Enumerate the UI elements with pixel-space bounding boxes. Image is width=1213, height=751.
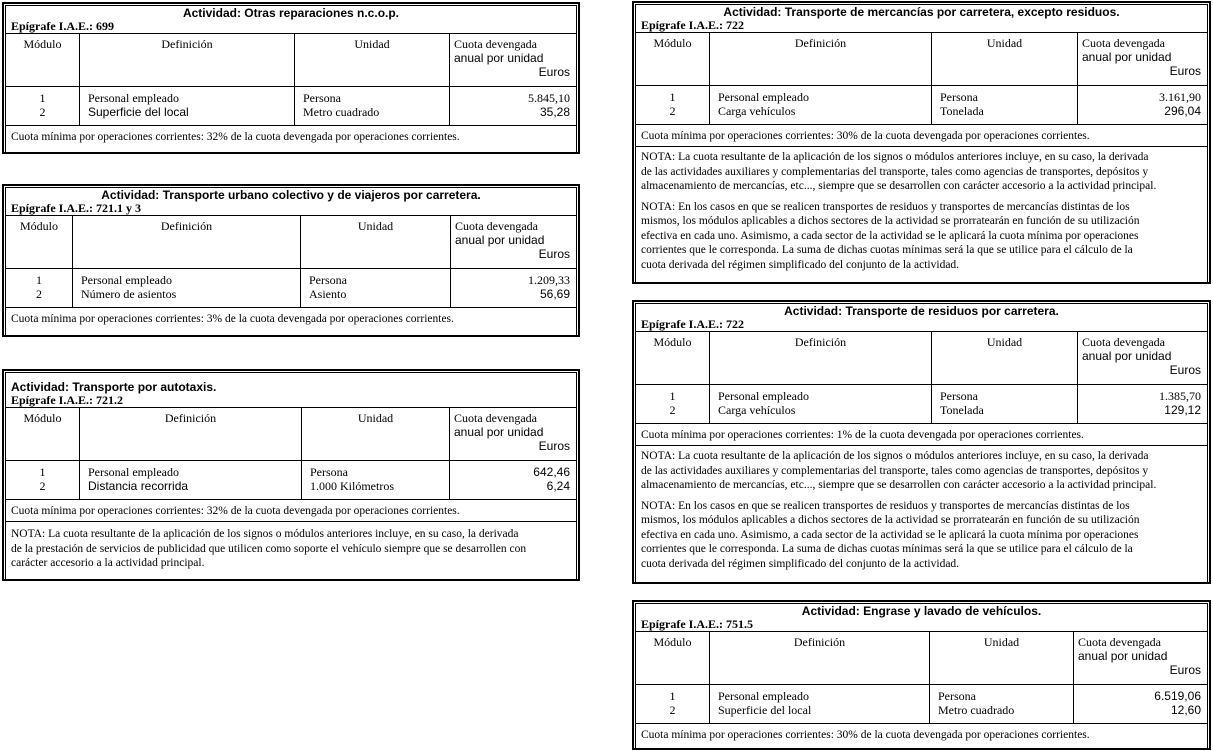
row-unit: 1.000 Kilómetros <box>310 479 394 493</box>
row-unit: Persona <box>309 273 347 287</box>
header-cuota: Cuota devengada anual por unidad Euros <box>454 411 570 453</box>
nota-line: mismos, los módulos aplicables a dichos sectores de la actividad se prorratearán en función de su utilización <box>641 514 1140 526</box>
row-value: 129,12 <box>1164 403 1201 417</box>
epigrafe-label: Epígrafe I.A.E.: 722 <box>641 317 744 331</box>
nota-line: almacenamiento de mercancías, etc..., siempre que se desarrollen con carácter accesorio a la actividad principal. <box>641 479 1157 491</box>
row-definition: Personal empleado <box>88 91 179 105</box>
nota-line: corrientes que le corresponda. La suma de dichas cuotas mínimas será la que se utilice para el cálculo de la <box>641 543 1133 555</box>
row-number: 1 <box>39 465 46 479</box>
nota-line: cuota derivada del régimen simplificado del conjunto de la actividad. <box>641 258 960 271</box>
epigrafe-label: Epígrafe I.A.E.: 722 <box>641 18 744 32</box>
table-otras-reparaciones <box>2 2 580 154</box>
activity-title: Actividad: Transporte de mercancías por carretera, excepto residuos. <box>723 5 1120 19</box>
nota <box>636 445 1207 574</box>
nota-line: NOTA: La cuota resultante de la aplicación de los signos o módulos anteriores incluye, en su caso, la derivada <box>641 450 1149 462</box>
nota-line: NOTA: La cuota resultante de la aplicación de los signos o módulos anteriores incluye, en su caso, la derivada <box>641 151 1149 163</box>
row-definition: Personal empleado <box>718 90 809 104</box>
row-value: 6,24 <box>546 479 570 493</box>
row-definition: Personal empleado <box>718 389 809 403</box>
row-unit: Tonelada <box>940 104 984 118</box>
row-number: 1 <box>669 90 676 104</box>
row-definition: Superficie del local <box>718 703 812 717</box>
row-number: 2 <box>669 104 676 118</box>
activity-title: Actividad: Transporte de residuos por carretera. <box>784 304 1059 318</box>
header-cuota: Cuota devengada anual por unidad Euros <box>454 37 570 79</box>
row-unit: Metro cuadrado <box>938 703 1015 717</box>
header-definicion: Definición <box>80 34 295 86</box>
row-number: 1 <box>669 389 676 403</box>
row-unit: Persona <box>303 91 341 105</box>
row-definition: Carga vehículos <box>718 403 796 417</box>
table-engrase-lavado <box>632 600 1211 750</box>
table-transporte-residuos <box>632 300 1211 584</box>
header-definicion: Definición <box>710 332 932 384</box>
activity-title: Actividad: Transporte urbano colectivo y de viajeros por carretera. <box>101 188 481 202</box>
nota-line: mismos, los módulos aplicables a dichos sectores de la actividad se prorratearán en función de su utilización <box>641 215 1140 227</box>
table-transporte-urbano <box>2 184 580 337</box>
row-unit: Persona <box>940 90 978 104</box>
table-body <box>6 268 576 307</box>
table-body <box>6 86 576 125</box>
nota <box>636 146 1207 275</box>
row-number: 2 <box>39 105 46 119</box>
nota-line: de las actividades auxiliares y complementarias del transporte, tales como agencias de transportes, depósitos y <box>641 165 1149 178</box>
row-value: 296,04 <box>1164 104 1201 118</box>
table-body <box>6 460 576 499</box>
row-value: 5.845,10 <box>528 91 570 105</box>
row-value: 12,60 <box>1170 703 1201 717</box>
table-transporte-mercancias <box>632 1 1211 284</box>
header-unidad: Unidad <box>295 34 450 86</box>
nota-line: almacenamiento de mercancías, etc..., siempre que se desarrollen con carácter accesorio a la actividad principal. <box>641 180 1157 192</box>
table-header <box>6 215 576 268</box>
nota-line: cuota derivada del régimen simplificado del conjunto de la actividad. <box>641 557 960 570</box>
nota-line: NOTA: En los casos en que se realicen transportes de residuos y transportes de mercancías distintas de los <box>641 200 1130 213</box>
header-definicion: Definición <box>710 33 932 85</box>
header-cuota: Cuota devengada anual por unidad Euros <box>1078 635 1201 677</box>
header-cuota: Cuota devengada anual por unidad Euros <box>455 219 570 261</box>
row-unit: Tonelada <box>940 403 984 417</box>
cuota-minima: Cuota mínima por operaciones corrientes: 30% de la cuota devengada por operaciones corrientes. <box>636 723 1207 745</box>
header-definicion: Definición <box>73 216 301 268</box>
header-unidad: Unidad <box>932 33 1078 85</box>
header-definicion: Definición <box>710 632 930 684</box>
header-modulo: Módulo <box>6 216 73 268</box>
header-modulo: Módulo <box>6 34 80 86</box>
table-header <box>636 631 1207 684</box>
activity-title: Actividad: Otras reparaciones n.c.o.p. <box>182 6 400 20</box>
header-modulo: Módulo <box>6 408 80 460</box>
header-modulo: Módulo <box>636 332 710 384</box>
nota-line: corrientes que le corresponda. La suma de dichas cuotas mínimas será la que se utilice para el cálculo de la <box>641 244 1133 256</box>
nota-line: efectiva en cada uno. Asimismo, a cada sector de la actividad se le aplicará la cuota mínima por operaciones <box>641 528 1139 541</box>
row-definition: Personal empleado <box>88 465 179 479</box>
activity-title: Actividad: Transporte por autotaxis. <box>11 380 217 394</box>
table-body <box>636 384 1207 423</box>
row-unit: Metro cuadrado <box>303 105 380 119</box>
row-value: 3.161,90 <box>1159 90 1201 104</box>
row-value: 35,28 <box>539 105 570 119</box>
row-definition: Carga vehículos <box>718 104 796 118</box>
row-unit: Asiento <box>309 287 347 301</box>
header-modulo: Módulo <box>636 632 710 684</box>
row-definition: Personal empleado <box>718 689 809 703</box>
table-header <box>6 33 576 86</box>
cuota-minima: Cuota mínima por operaciones corrientes: 32% de la cuota devengada por operaciones corrientes. <box>6 125 576 147</box>
row-definition: Distancia recorrida <box>88 479 189 493</box>
row-value: 1.209,33 <box>528 273 570 287</box>
row-value: 56,69 <box>539 287 570 301</box>
row-number: 2 <box>669 403 676 417</box>
epigrafe-label: Epígrafe I.A.E.: 699 <box>11 19 114 33</box>
table-header <box>636 32 1207 85</box>
header-definicion: Definición <box>80 408 302 460</box>
nota-line: carácter accesorio a la actividad principal. <box>11 557 205 569</box>
row-number: 2 <box>669 703 676 717</box>
cuota-minima: Cuota mínima por operaciones corrientes: 32% de la cuota devengada por operaciones corrientes. <box>6 499 576 521</box>
table-header <box>6 407 576 460</box>
epigrafe-label: Epígrafe I.A.E.: 721.1 y 3 <box>11 201 141 215</box>
activity-title: Actividad: Engrase y lavado de vehículos. <box>801 604 1042 618</box>
row-number: 1 <box>36 273 42 287</box>
row-number: 1 <box>39 91 46 105</box>
header-modulo: Módulo <box>636 33 710 85</box>
table-autotaxis <box>2 369 580 581</box>
row-value: 6.519,06 <box>1154 689 1201 703</box>
nota-line: efectiva en cada uno. Asimismo, a cada sector de la actividad se le aplicará la cuota mínima por operaciones <box>641 229 1139 242</box>
cuota-minima: Cuota mínima por operaciones corrientes: 30% de la cuota devengada por operaciones corrientes. <box>636 124 1207 146</box>
row-value: 642,46 <box>533 465 570 479</box>
header-cuota: Cuota devengada anual por unidad Euros <box>1082 335 1201 377</box>
nota-line: de las actividades auxiliares y complementarias del transporte, tales como agencias de transportes, depósitos y <box>641 464 1149 477</box>
row-definition: Número de asientos <box>81 287 177 301</box>
cuota-minima: Cuota mínima por operaciones corrientes: 1% de la cuota devengada por operaciones corrientes. <box>636 423 1207 445</box>
row-number: 2 <box>39 479 46 493</box>
header-cuota: Cuota devengada anual por unidad Euros <box>1082 36 1201 78</box>
row-unit: Persona <box>940 389 978 403</box>
table-header <box>636 331 1207 384</box>
table-body <box>636 684 1207 723</box>
row-unit: Persona <box>310 465 348 479</box>
header-unidad: Unidad <box>930 632 1074 684</box>
nota-line: de la prestación de servicios de publicidad que utilicen como soporte el vehículo siempre que se desarrollen con <box>11 542 527 555</box>
row-unit: Persona <box>938 689 976 703</box>
epigrafe-label: Epígrafe I.A.E.: 721.2 <box>11 393 123 407</box>
row-definition: Personal empleado <box>81 273 172 287</box>
header-unidad: Unidad <box>302 408 450 460</box>
nota-line: NOTA: La cuota resultante de la aplicación de los signos o módulos anteriores incluye, en su caso, la derivada <box>11 528 519 540</box>
header-unidad: Unidad <box>301 216 451 268</box>
nota-line: NOTA: En los casos en que se realicen transportes de residuos y transportes de mercancías distintas de los <box>641 499 1130 512</box>
row-value: 1.385,70 <box>1159 389 1201 403</box>
table-body <box>636 85 1207 124</box>
nota <box>6 521 576 574</box>
row-number: 1 <box>669 689 676 703</box>
header-unidad: Unidad <box>932 332 1078 384</box>
cuota-minima: Cuota mínima por operaciones corrientes: 3% de la cuota devengada por operaciones corrientes. <box>6 307 576 329</box>
epigrafe-label: Epígrafe I.A.E.: 751.5 <box>641 617 753 631</box>
row-definition: Superficie del local <box>88 105 189 119</box>
row-number: 2 <box>36 287 42 301</box>
